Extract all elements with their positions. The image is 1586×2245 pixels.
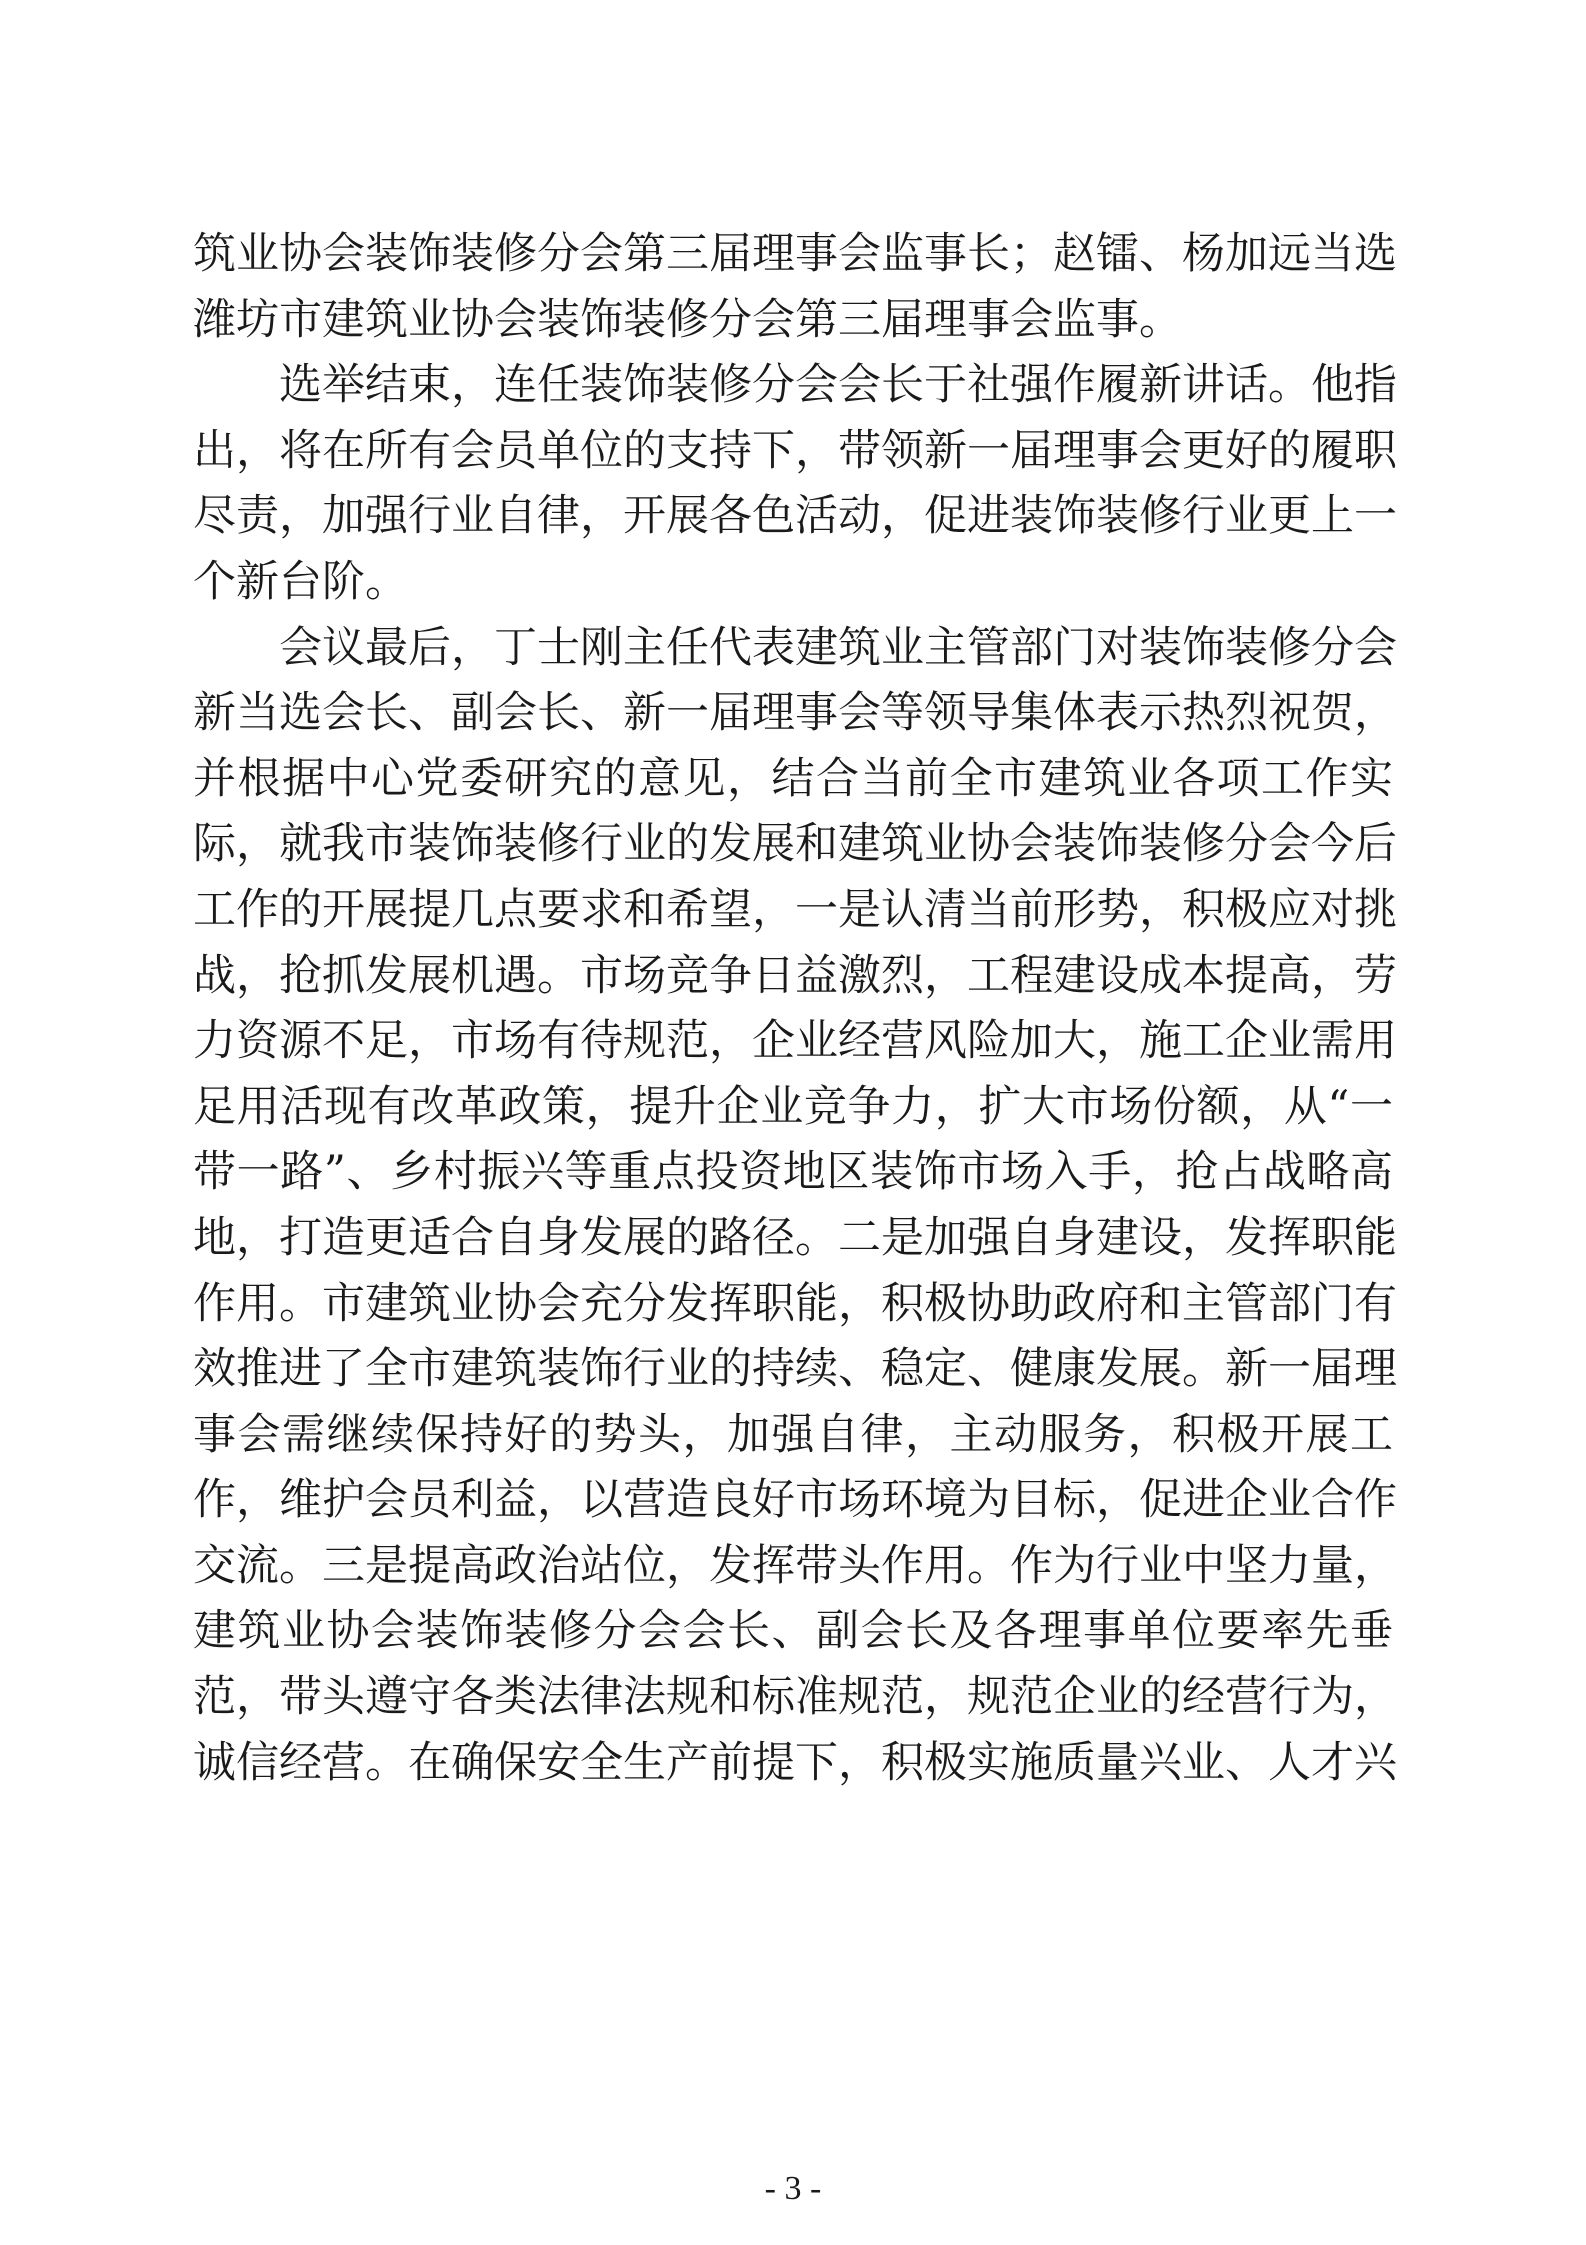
text-line: 际，就我市装饰装修行业的发展和建筑业协会装饰装修分会今后 [193, 819, 1397, 870]
text-line: 并根据中心党委研究的意见，结合当前全市建筑业各项工作实 [193, 753, 1393, 804]
text-line: 会议最后，丁士刚主任代表建筑业主管部门对装饰装修分会 [279, 622, 1397, 673]
text-line: 作用。市建筑业协会充分发挥职能，积极协助政府和主管部门有 [193, 1278, 1397, 1329]
text-line: 带一路”、乡村振兴等重点投资地区装饰市场入手，抢占战略高 [193, 1147, 1393, 1198]
text-line: 作，维护会员利益，以营造良好市场环境为目标，促进企业合作 [193, 1475, 1397, 1526]
text-line: 个新台阶。 [193, 556, 408, 607]
text-line: 筑业协会装饰装修分会第三届理事会监事长；赵镭、杨加远当选 [193, 229, 1397, 279]
text-line: 工作的开展提几点要求和希望，一是认清当前形势，积极应对挑 [193, 884, 1397, 935]
text-line: 诚信经营。在确保安全生产前提下，积极实施质量兴业、人才兴 [193, 1737, 1397, 1788]
text-line: 地，打造更适合自身发展的路径。二是加强自身建设，发挥职能 [193, 1212, 1397, 1263]
text-line: 范，带头遵守各类法律法规和标准规范，规范企业的经营行为， [193, 1672, 1397, 1723]
text-line: 战，抢抓发展机遇。市场竞争日益激烈，工程建设成本提高，劳 [193, 950, 1397, 1001]
text-line: 足用活现有改革政策，提升企业竞争力，扩大市场份额，从“一 [193, 1081, 1393, 1132]
text-line: 新当选会长、副会长、新一届理事会等领导集体表示热烈祝贺， [193, 688, 1397, 739]
text-line: 潍坊市建筑业协会装饰装修分会第三届理事会监事。 [193, 294, 1182, 345]
text-line: 出，将在所有会员单位的支持下，带领新一届理事会更好的履职 [193, 425, 1397, 476]
text-line: 尽责，加强行业自律，开展各色活动，促进装饰装修行业更上一 [193, 491, 1397, 542]
body-text [193, 222, 1397, 1796]
text-line: 选举结束，连任装饰装修分会会长于社强作履新讲话。他指 [279, 360, 1397, 411]
text-line: 力资源不足，市场有待规范，企业经营风险加大，施工企业需用 [193, 1016, 1397, 1067]
page-number: - 3 - [764, 2170, 822, 2207]
text-line: 建筑业协会装饰装修分会会长、副会长及各理事单位要率先垂 [193, 1606, 1393, 1657]
text-line: 交流。三是提高政治站位，发挥带头作用。作为行业中坚力量， [193, 1540, 1397, 1591]
text-line: 事会需继续保持好的势头，加强自律，主动服务，积极开展工 [193, 1409, 1393, 1460]
text-line: 效推进了全市建筑装饰行业的持续、稳定、健康发展。新一届理 [193, 1344, 1397, 1395]
